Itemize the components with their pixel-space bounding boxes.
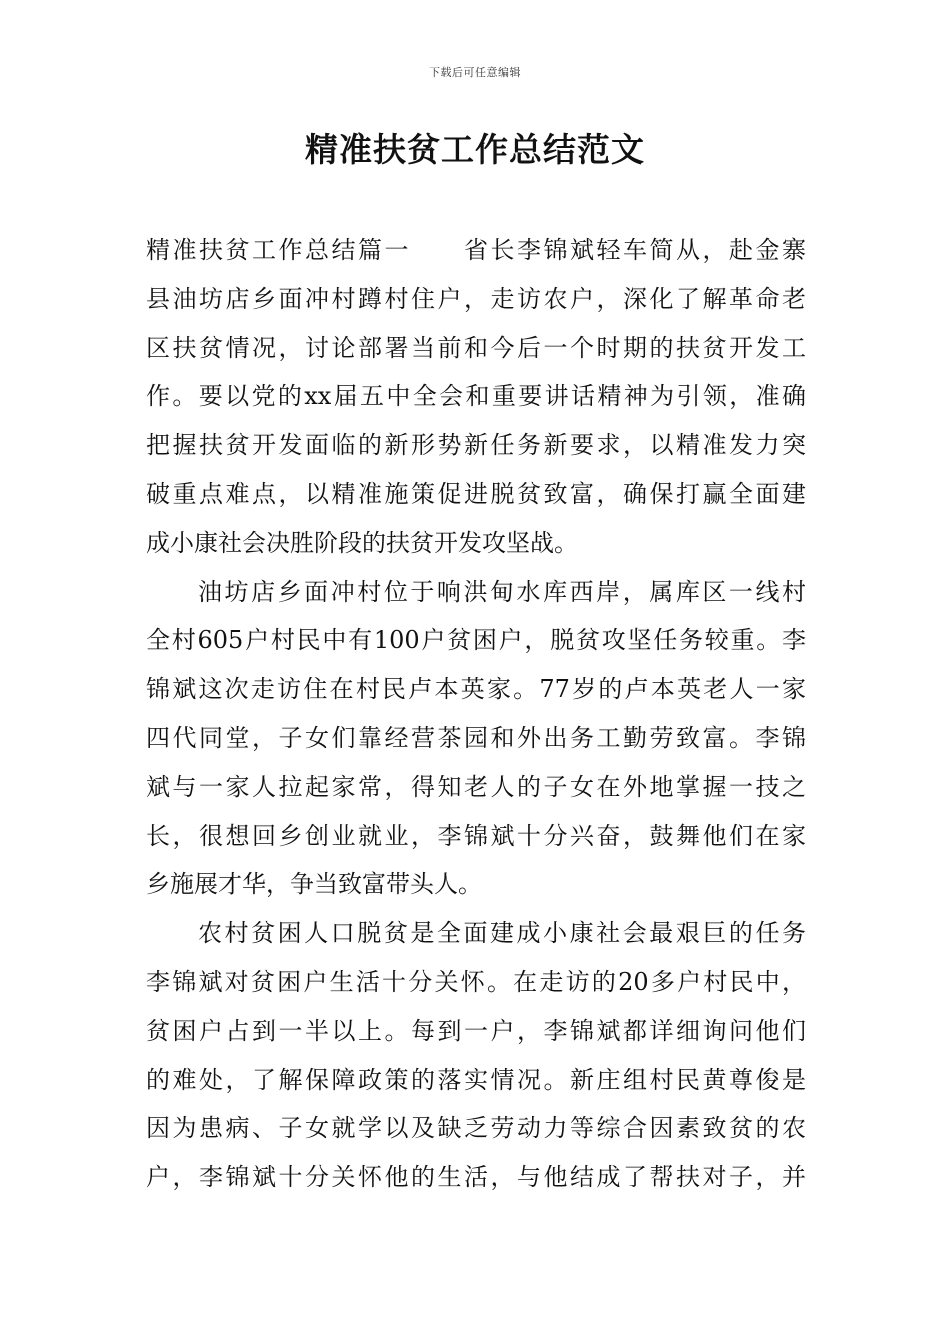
text-line: 农村贫困人口脱贫是全面建成小康社会最艰巨的任务 [198,919,806,948]
text-line: 李锦斌对贫困户生活十分关怀。在走访的20多户村民中， [146,967,806,996]
text-line: 把握扶贫开发面临的新形势新任务新要求，以精准发力突 [146,431,806,460]
text-line: 四代同堂，子女们靠经营茶园和外出务工勤劳致富。李锦 [146,723,806,752]
text-line: 长，很想回乡创业就业，李锦斌十分兴奋，鼓舞他们在家 [146,821,806,850]
text-line: 精准扶贫工作总结篇一 省长李锦斌轻车简从，赴金寨 [146,236,806,264]
text-line: 户，李锦斌十分关怀他的生活，与他结成了帮扶对子，并 [146,1163,806,1192]
document-title: 精准扶贫工作总结范文 [305,130,645,169]
text-line: 锦斌这次走访住在村民卢本英家。77岁的卢本英老人一家 [146,675,806,704]
text-line: 破重点难点，以精准施策促进脱贫致富，确保打赢全面建 [146,479,806,508]
text-line: 油坊店乡面冲村位于响洪甸水库西岸，属库区一线村 [198,577,806,606]
text-line: 因为患病、子女就学以及缺乏劳动力等综合因素致贫的农 [146,1114,806,1143]
text-line: 作。要以党的xx届五中全会和重要讲话精神为引领，准确 [146,382,806,411]
text-line: 全村605户村民中有100户贫困户，脱贫攻坚任务较重。李 [146,626,806,655]
text-line: 的难处，了解保障政策的落实情况。新庄组村民黄尊俊是 [146,1065,806,1094]
text-line: 贫困户占到一半以上。每到一户，李锦斌都详细询问他们 [146,1016,806,1045]
text-line: 乡施展才华，争当致富带头人。 [146,870,482,899]
header-note: 下载后可任意编辑 [429,66,521,79]
text-line: 斌与一家人拉起家常，得知老人的子女在外地掌握一技之 [146,772,806,801]
document-body [146,226,806,1202]
text-line: 县油坊店乡面冲村蹲村住户，走访农户，深化了解革命老 [146,284,806,313]
text-line: 区扶贫情况，讨论部署当前和今后一个时期的扶贫开发工 [146,333,806,362]
text-line: 成小康社会决胜阶段的扶贫开发攻坚战。 [146,528,578,557]
